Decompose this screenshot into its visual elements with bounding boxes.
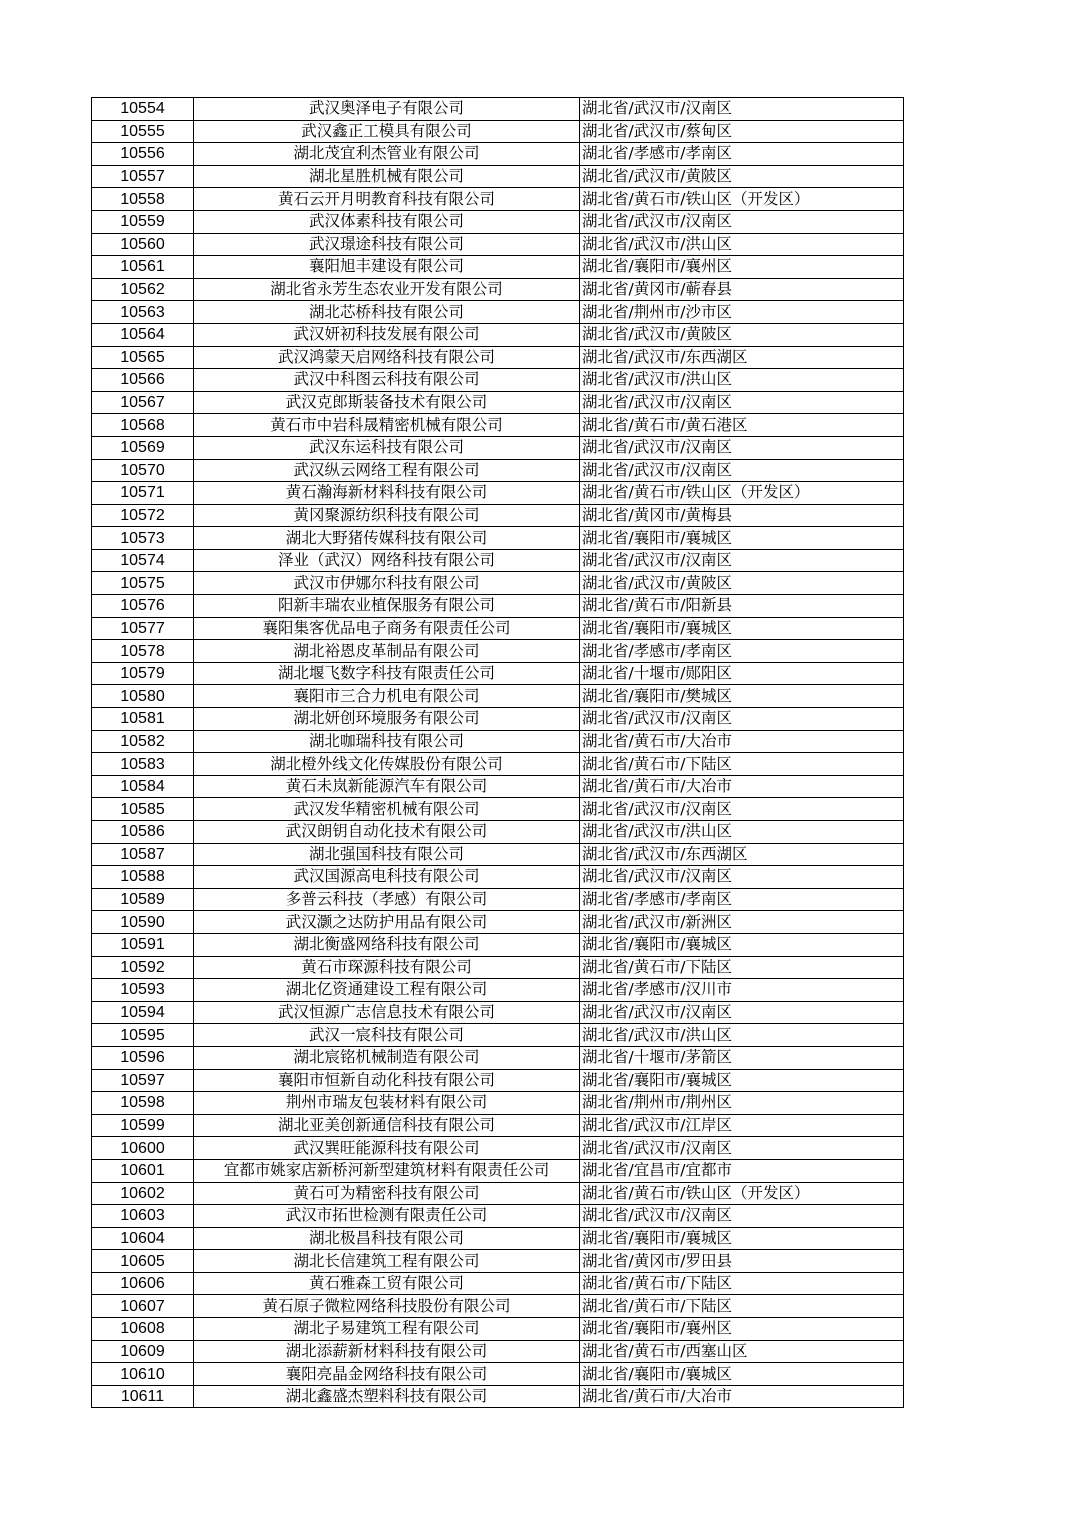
company-name-cell: 湖北妍创环境服务有限公司 [194, 708, 580, 731]
company-name-cell: 武汉妍初科技发展有限公司 [194, 323, 580, 346]
table-row [92, 1340, 904, 1363]
table-row [92, 866, 904, 889]
table-row [92, 1001, 904, 1024]
company-name-cell: 黄石瀚海新材料科技有限公司 [194, 482, 580, 505]
row-id-cell: 10607 [92, 1295, 194, 1318]
table-row [92, 1205, 904, 1228]
row-id-cell: 10588 [92, 866, 194, 889]
table-row [92, 1295, 904, 1318]
region-cell: 湖北省/孝感市/汉川市 [580, 979, 904, 1002]
table-row [92, 1272, 904, 1295]
company-name-cell: 武汉奥泽电子有限公司 [194, 98, 580, 121]
table-row [92, 1159, 904, 1182]
row-id-cell: 10579 [92, 662, 194, 685]
row-id-cell: 10592 [92, 956, 194, 979]
region-cell: 湖北省/黄石市/下陆区 [580, 1295, 904, 1318]
company-name-cell: 武汉一宸科技有限公司 [194, 1024, 580, 1047]
row-id-cell: 10604 [92, 1227, 194, 1250]
region-cell: 湖北省/武汉市/东西湖区 [580, 346, 904, 369]
row-id-cell: 10565 [92, 346, 194, 369]
company-name-cell: 湖北强国科技有限公司 [194, 843, 580, 866]
table-row [92, 120, 904, 143]
row-id-cell: 10567 [92, 391, 194, 414]
region-cell: 湖北省/宜昌市/宜都市 [580, 1159, 904, 1182]
row-id-cell: 10566 [92, 369, 194, 392]
region-cell: 湖北省/武汉市/东西湖区 [580, 843, 904, 866]
table-row [92, 1250, 904, 1273]
row-id-cell: 10602 [92, 1182, 194, 1205]
company-name-cell: 武汉鑫正工模具有限公司 [194, 120, 580, 143]
company-name-cell: 武汉国源高电科技有限公司 [194, 866, 580, 889]
company-name-cell: 武汉纵云网络工程有限公司 [194, 459, 580, 482]
table-row [92, 933, 904, 956]
region-cell: 湖北省/武汉市/洪山区 [580, 369, 904, 392]
region-cell: 湖北省/荆州市/沙市区 [580, 301, 904, 324]
table-row [92, 843, 904, 866]
table-row [92, 798, 904, 821]
row-id-cell: 10584 [92, 775, 194, 798]
table-row [92, 165, 904, 188]
company-name-cell: 武汉市伊娜尔科技有限公司 [194, 572, 580, 595]
region-cell: 湖北省/孝感市/孝南区 [580, 143, 904, 166]
company-name-cell: 黄石市琛源科技有限公司 [194, 956, 580, 979]
table-row [92, 1318, 904, 1341]
row-id-cell: 10555 [92, 120, 194, 143]
row-id-cell: 10590 [92, 911, 194, 934]
company-name-cell: 黄石未岚新能源汽车有限公司 [194, 775, 580, 798]
row-id-cell: 10570 [92, 459, 194, 482]
row-id-cell: 10586 [92, 821, 194, 844]
row-id-cell: 10569 [92, 436, 194, 459]
company-name-cell: 武汉东运科技有限公司 [194, 436, 580, 459]
region-cell: 湖北省/十堰市/茅箭区 [580, 1046, 904, 1069]
row-id-cell: 10554 [92, 98, 194, 121]
row-id-cell: 10582 [92, 730, 194, 753]
row-id-cell: 10597 [92, 1069, 194, 1092]
region-cell: 湖北省/襄阳市/襄城区 [580, 527, 904, 550]
region-cell: 湖北省/襄阳市/襄城区 [580, 933, 904, 956]
region-cell: 湖北省/武汉市/汉南区 [580, 436, 904, 459]
row-id-cell: 10581 [92, 708, 194, 731]
table-row [92, 143, 904, 166]
table-row [92, 1363, 904, 1386]
row-id-cell: 10580 [92, 685, 194, 708]
company-name-cell: 黄石雅森工贸有限公司 [194, 1272, 580, 1295]
table-row [92, 504, 904, 527]
region-cell: 湖北省/武汉市/汉南区 [580, 391, 904, 414]
company-name-cell: 黄冈聚源纺织科技有限公司 [194, 504, 580, 527]
row-id-cell: 10583 [92, 753, 194, 776]
company-name-cell: 湖北衡盛网络科技有限公司 [194, 933, 580, 956]
table-row [92, 436, 904, 459]
region-cell: 湖北省/武汉市/汉南区 [580, 708, 904, 731]
company-name-cell: 湖北亚美创新通信科技有限公司 [194, 1114, 580, 1137]
row-id-cell: 10599 [92, 1114, 194, 1137]
row-id-cell: 10556 [92, 143, 194, 166]
region-cell: 湖北省/武汉市/新洲区 [580, 911, 904, 934]
region-cell: 湖北省/襄阳市/襄州区 [580, 1318, 904, 1341]
row-id-cell: 10606 [92, 1272, 194, 1295]
row-id-cell: 10591 [92, 933, 194, 956]
company-name-cell: 武汉巽旺能源科技有限公司 [194, 1137, 580, 1160]
company-name-cell: 黄石原子微粒网络科技股份有限公司 [194, 1295, 580, 1318]
region-cell: 湖北省/荆州市/荆州区 [580, 1092, 904, 1115]
table-row [92, 346, 904, 369]
row-id-cell: 10589 [92, 888, 194, 911]
company-name-cell: 黄石市中岩科晟精密机械有限公司 [194, 414, 580, 437]
company-name-cell: 湖北亿资通建设工程有限公司 [194, 979, 580, 1002]
table-row [92, 1069, 904, 1092]
region-cell: 湖北省/黄石市/铁山区（开发区） [580, 188, 904, 211]
region-cell: 湖北省/襄阳市/樊城区 [580, 685, 904, 708]
region-cell: 湖北省/武汉市/汉南区 [580, 549, 904, 572]
row-id-cell: 10561 [92, 256, 194, 279]
row-id-cell: 10563 [92, 301, 194, 324]
company-name-cell: 湖北添薪新材料科技有限公司 [194, 1340, 580, 1363]
table-row [92, 98, 904, 121]
region-cell: 湖北省/武汉市/汉南区 [580, 1137, 904, 1160]
table-row [92, 617, 904, 640]
company-name-cell: 泽业（武汉）网络科技有限公司 [194, 549, 580, 572]
company-name-cell: 湖北鑫盛杰塑料科技有限公司 [194, 1385, 580, 1408]
region-cell: 湖北省/武汉市/黄陂区 [580, 323, 904, 346]
table-row [92, 278, 904, 301]
table-row [92, 549, 904, 572]
region-cell: 湖北省/武汉市/蔡甸区 [580, 120, 904, 143]
row-id-cell: 10598 [92, 1092, 194, 1115]
row-id-cell: 10585 [92, 798, 194, 821]
row-id-cell: 10611 [92, 1385, 194, 1408]
region-cell: 湖北省/黄石市/铁山区（开发区） [580, 1182, 904, 1205]
region-cell: 湖北省/孝感市/孝南区 [580, 888, 904, 911]
table-row [92, 979, 904, 1002]
region-cell: 湖北省/武汉市/汉南区 [580, 866, 904, 889]
row-id-cell: 10601 [92, 1159, 194, 1182]
row-id-cell: 10576 [92, 595, 194, 618]
company-name-cell: 武汉市拓世检测有限责任公司 [194, 1205, 580, 1228]
table-row [92, 210, 904, 233]
row-id-cell: 10578 [92, 640, 194, 663]
row-id-cell: 10568 [92, 414, 194, 437]
table-row [92, 730, 904, 753]
row-id-cell: 10610 [92, 1363, 194, 1386]
company-name-cell: 襄阳市恒新自动化科技有限公司 [194, 1069, 580, 1092]
region-cell: 湖北省/黄石市/大冶市 [580, 730, 904, 753]
region-cell: 湖北省/襄阳市/襄州区 [580, 256, 904, 279]
company-name-cell: 武汉鸿蒙天启网络科技有限公司 [194, 346, 580, 369]
table-row [92, 1182, 904, 1205]
company-name-cell: 阳新丰瑞农业植保服务有限公司 [194, 595, 580, 618]
company-name-cell: 黄石云开月明教育科技有限公司 [194, 188, 580, 211]
row-id-cell: 10593 [92, 979, 194, 1002]
company-name-cell: 湖北芯桥科技有限公司 [194, 301, 580, 324]
table-row [92, 1114, 904, 1137]
row-id-cell: 10558 [92, 188, 194, 211]
company-name-cell: 襄阳旭丰建设有限公司 [194, 256, 580, 279]
table-row [92, 911, 904, 934]
row-id-cell: 10596 [92, 1046, 194, 1069]
company-name-cell: 湖北极昌科技有限公司 [194, 1227, 580, 1250]
company-name-cell: 武汉朗钥自动化技术有限公司 [194, 821, 580, 844]
region-cell: 湖北省/孝感市/孝南区 [580, 640, 904, 663]
company-name-cell: 湖北裕恩皮革制品有限公司 [194, 640, 580, 663]
company-name-cell: 武汉克郎斯装备技术有限公司 [194, 391, 580, 414]
row-id-cell: 10575 [92, 572, 194, 595]
region-cell: 湖北省/武汉市/汉南区 [580, 798, 904, 821]
row-id-cell: 10562 [92, 278, 194, 301]
row-id-cell: 10595 [92, 1024, 194, 1047]
table-body [92, 98, 904, 1408]
row-id-cell: 10594 [92, 1001, 194, 1024]
company-name-cell: 襄阳集客优品电子商务有限责任公司 [194, 617, 580, 640]
region-cell: 湖北省/襄阳市/襄城区 [580, 1363, 904, 1386]
row-id-cell: 10609 [92, 1340, 194, 1363]
table-row [92, 233, 904, 256]
company-name-cell: 荆州市瑞友包装材料有限公司 [194, 1092, 580, 1115]
company-name-cell: 湖北堰飞数字科技有限责任公司 [194, 662, 580, 685]
row-id-cell: 10605 [92, 1250, 194, 1273]
company-name-cell: 黄石可为精密科技有限公司 [194, 1182, 580, 1205]
row-id-cell: 10603 [92, 1205, 194, 1228]
table-row [92, 821, 904, 844]
region-cell: 湖北省/黄冈市/黄梅县 [580, 504, 904, 527]
company-name-cell: 湖北大野猪传媒科技有限公司 [194, 527, 580, 550]
company-name-cell: 武汉灏之达防护用品有限公司 [194, 911, 580, 934]
row-id-cell: 10572 [92, 504, 194, 527]
table-row [92, 391, 904, 414]
region-cell: 湖北省/武汉市/汉南区 [580, 98, 904, 121]
table-row [92, 188, 904, 211]
region-cell: 湖北省/武汉市/黄陂区 [580, 572, 904, 595]
region-cell: 湖北省/黄石市/西塞山区 [580, 1340, 904, 1363]
table-row [92, 640, 904, 663]
company-name-cell: 湖北橙外线文化传媒股份有限公司 [194, 753, 580, 776]
company-table [91, 97, 904, 1408]
row-id-cell: 10573 [92, 527, 194, 550]
table-row [92, 685, 904, 708]
company-name-cell: 湖北咖瑞科技有限公司 [194, 730, 580, 753]
company-name-cell: 湖北宸铭机械制造有限公司 [194, 1046, 580, 1069]
company-name-cell: 湖北长信建筑工程有限公司 [194, 1250, 580, 1273]
table-row [92, 1137, 904, 1160]
region-cell: 湖北省/黄石市/黄石港区 [580, 414, 904, 437]
region-cell: 湖北省/襄阳市/襄城区 [580, 617, 904, 640]
table-row [92, 256, 904, 279]
row-id-cell: 10600 [92, 1137, 194, 1160]
region-cell: 湖北省/襄阳市/襄城区 [580, 1227, 904, 1250]
company-name-cell: 多普云科技（孝感）有限公司 [194, 888, 580, 911]
row-id-cell: 10559 [92, 210, 194, 233]
row-id-cell: 10571 [92, 482, 194, 505]
company-name-cell: 襄阳市三合力机电有限公司 [194, 685, 580, 708]
company-name-cell: 襄阳亮晶金网络科技有限公司 [194, 1363, 580, 1386]
company-name-cell: 宜都市姚家店新桥河新型建筑材料有限责任公司 [194, 1159, 580, 1182]
table-row [92, 301, 904, 324]
company-name-cell: 武汉璟途科技有限公司 [194, 233, 580, 256]
region-cell: 湖北省/武汉市/汉南区 [580, 1205, 904, 1228]
company-name-cell: 湖北子易建筑工程有限公司 [194, 1318, 580, 1341]
region-cell: 湖北省/襄阳市/襄城区 [580, 1069, 904, 1092]
row-id-cell: 10608 [92, 1318, 194, 1341]
region-cell: 湖北省/武汉市/汉南区 [580, 210, 904, 233]
row-id-cell: 10574 [92, 549, 194, 572]
region-cell: 湖北省/武汉市/黄陂区 [580, 165, 904, 188]
table-row [92, 662, 904, 685]
row-id-cell: 10577 [92, 617, 194, 640]
region-cell: 湖北省/武汉市/洪山区 [580, 1024, 904, 1047]
region-cell: 湖北省/武汉市/洪山区 [580, 233, 904, 256]
region-cell: 湖北省/武汉市/汉南区 [580, 1001, 904, 1024]
table-row [92, 775, 904, 798]
company-name-cell: 武汉中科图云科技有限公司 [194, 369, 580, 392]
row-id-cell: 10557 [92, 165, 194, 188]
table-row [92, 753, 904, 776]
region-cell: 湖北省/黄石市/铁山区（开发区） [580, 482, 904, 505]
region-cell: 湖北省/黄石市/下陆区 [580, 753, 904, 776]
table-row [92, 956, 904, 979]
region-cell: 湖北省/武汉市/江岸区 [580, 1114, 904, 1137]
region-cell: 湖北省/黄石市/下陆区 [580, 956, 904, 979]
company-name-cell: 武汉发华精密机械有限公司 [194, 798, 580, 821]
table-row [92, 888, 904, 911]
table-row [92, 323, 904, 346]
region-cell: 湖北省/黄石市/阳新县 [580, 595, 904, 618]
table-row [92, 1046, 904, 1069]
table-row [92, 369, 904, 392]
region-cell: 湖北省/黄石市/大冶市 [580, 1385, 904, 1408]
table-row [92, 572, 904, 595]
region-cell: 湖北省/武汉市/洪山区 [580, 821, 904, 844]
table-row [92, 527, 904, 550]
region-cell: 湖北省/黄石市/大冶市 [580, 775, 904, 798]
company-name-cell: 湖北茂宜利杰管业有限公司 [194, 143, 580, 166]
row-id-cell: 10560 [92, 233, 194, 256]
company-name-cell: 湖北星胜机械有限公司 [194, 165, 580, 188]
table-row [92, 595, 904, 618]
table-row [92, 1385, 904, 1408]
region-cell: 湖北省/十堰市/郧阳区 [580, 662, 904, 685]
region-cell: 湖北省/黄冈市/罗田县 [580, 1250, 904, 1273]
company-name-cell: 武汉体素科技有限公司 [194, 210, 580, 233]
table-row [92, 1227, 904, 1250]
company-name-cell: 武汉恒源广志信息技术有限公司 [194, 1001, 580, 1024]
table-row [92, 459, 904, 482]
company-name-cell: 湖北省永芳生态农业开发有限公司 [194, 278, 580, 301]
region-cell: 湖北省/黄冈市/蕲春县 [580, 278, 904, 301]
region-cell: 湖北省/黄石市/下陆区 [580, 1272, 904, 1295]
table-row [92, 708, 904, 731]
table-row [92, 1092, 904, 1115]
table-row [92, 1024, 904, 1047]
region-cell: 湖北省/武汉市/汉南区 [580, 459, 904, 482]
row-id-cell: 10564 [92, 323, 194, 346]
table-row [92, 414, 904, 437]
table-row [92, 482, 904, 505]
row-id-cell: 10587 [92, 843, 194, 866]
